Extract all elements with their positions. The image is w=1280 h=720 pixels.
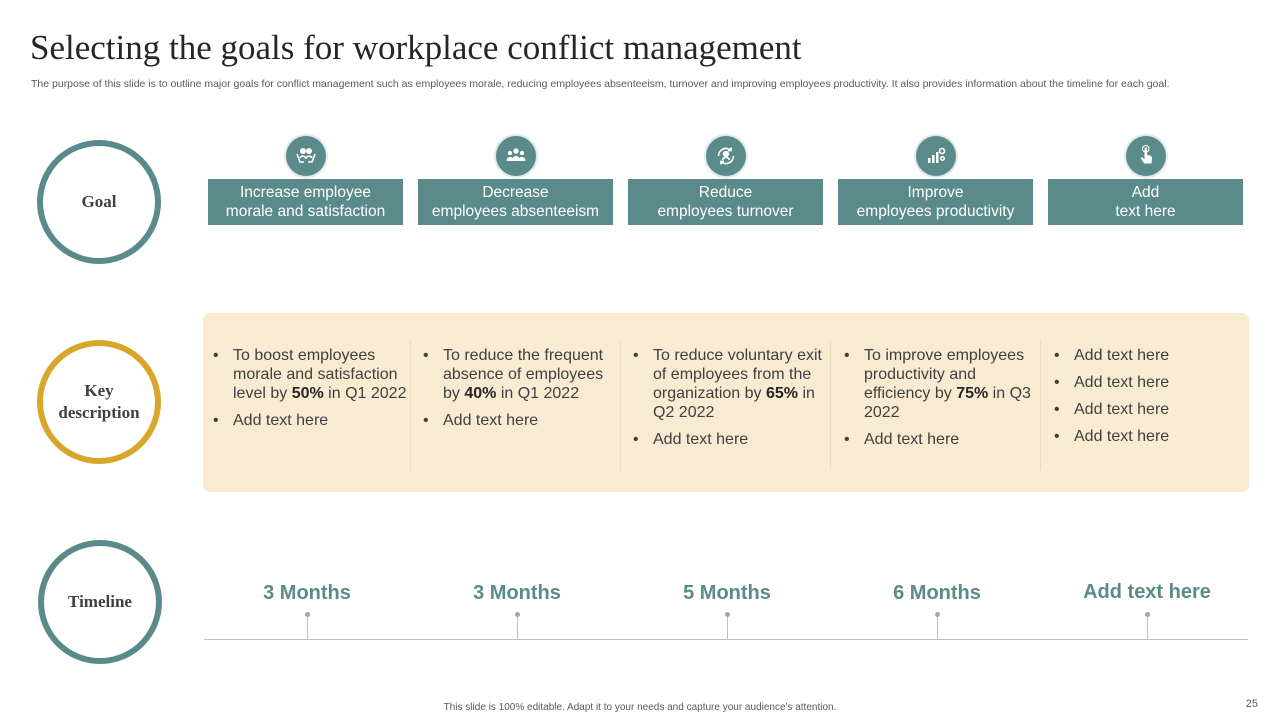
timeline-axis xyxy=(204,639,1248,640)
description-bullet: • To boost employees morale and satisfaction level by 50% in Q1 2022 xyxy=(213,346,413,403)
timeline-label: 5 Months xyxy=(683,582,771,604)
slide-title: Selecting the goals for workplace conflict management xyxy=(30,28,802,67)
growth-gears-icon xyxy=(916,136,956,176)
description-bullet: • Add text here xyxy=(1054,346,1254,365)
hand-pointer-icon xyxy=(1126,136,1166,176)
goal-box: Reduce employees turnover xyxy=(628,179,823,225)
timeline-label: 3 Months xyxy=(263,582,351,604)
description-column xyxy=(1054,346,1254,468)
timeline-stem xyxy=(727,617,728,639)
timeline-row-label: Timeline xyxy=(68,592,132,611)
goal-box: Improve employees productivity xyxy=(838,179,1033,225)
description-bullet: • Add text here xyxy=(213,411,413,430)
description-column xyxy=(423,346,623,468)
timeline-label: 6 Months xyxy=(893,582,981,604)
description-bullet: • Add text here xyxy=(844,430,1044,449)
description-bullet: • Add text here xyxy=(633,430,833,449)
goal-box: Decrease employees absenteeism xyxy=(418,179,613,225)
timeline-stem xyxy=(517,617,518,639)
page-number: 25 xyxy=(1245,698,1258,710)
description-bullet: • To improve employees productivity and efficiency by 75% in Q3 2022 xyxy=(844,346,1044,422)
description-bullet: • Add text here xyxy=(1054,400,1254,419)
timeline-stem xyxy=(937,617,938,639)
goal-box: Add text here xyxy=(1048,179,1243,225)
description-bullet: • To reduce voluntary exit of employees from the organization by 65% in Q2 2022 xyxy=(633,346,833,422)
person-cycle-icon xyxy=(706,136,746,176)
goal-row-circle xyxy=(37,140,161,264)
timeline-label: Add text here xyxy=(1083,581,1211,603)
key-description-row-label: Key description xyxy=(58,381,140,422)
description-bullet: • To reduce the frequent absence of employees by 40% in Q1 2022 xyxy=(423,346,623,403)
timeline-stem xyxy=(307,617,308,639)
key-description-row-circle xyxy=(37,340,161,464)
timeline-stem xyxy=(1147,617,1148,639)
goal-box: Increase employee morale and satisfaction xyxy=(208,179,403,225)
description-bullet: • Add text here xyxy=(423,411,623,430)
footer-note: This slide is 100% editable. Adapt it to your needs and capture your audience's attention. xyxy=(443,702,837,713)
team-icon xyxy=(496,136,536,176)
description-column xyxy=(213,346,413,468)
timeline-label: 3 Months xyxy=(473,582,561,604)
goal-row-label: Goal xyxy=(81,192,117,211)
description-bullet: • Add text here xyxy=(1054,427,1254,446)
description-column xyxy=(844,346,1044,468)
slide-subtitle: The purpose of this slide is to outline major goals for conflict management such as employees morale, reducing employees absenteeism, turnover and improving employees productivity. It also provides information about the timeline for each goal. xyxy=(31,78,1170,90)
timeline-row-circle xyxy=(38,540,162,664)
description-bullet: • Add text here xyxy=(1054,373,1254,392)
people-hands-icon xyxy=(286,136,326,176)
description-column xyxy=(633,346,833,468)
